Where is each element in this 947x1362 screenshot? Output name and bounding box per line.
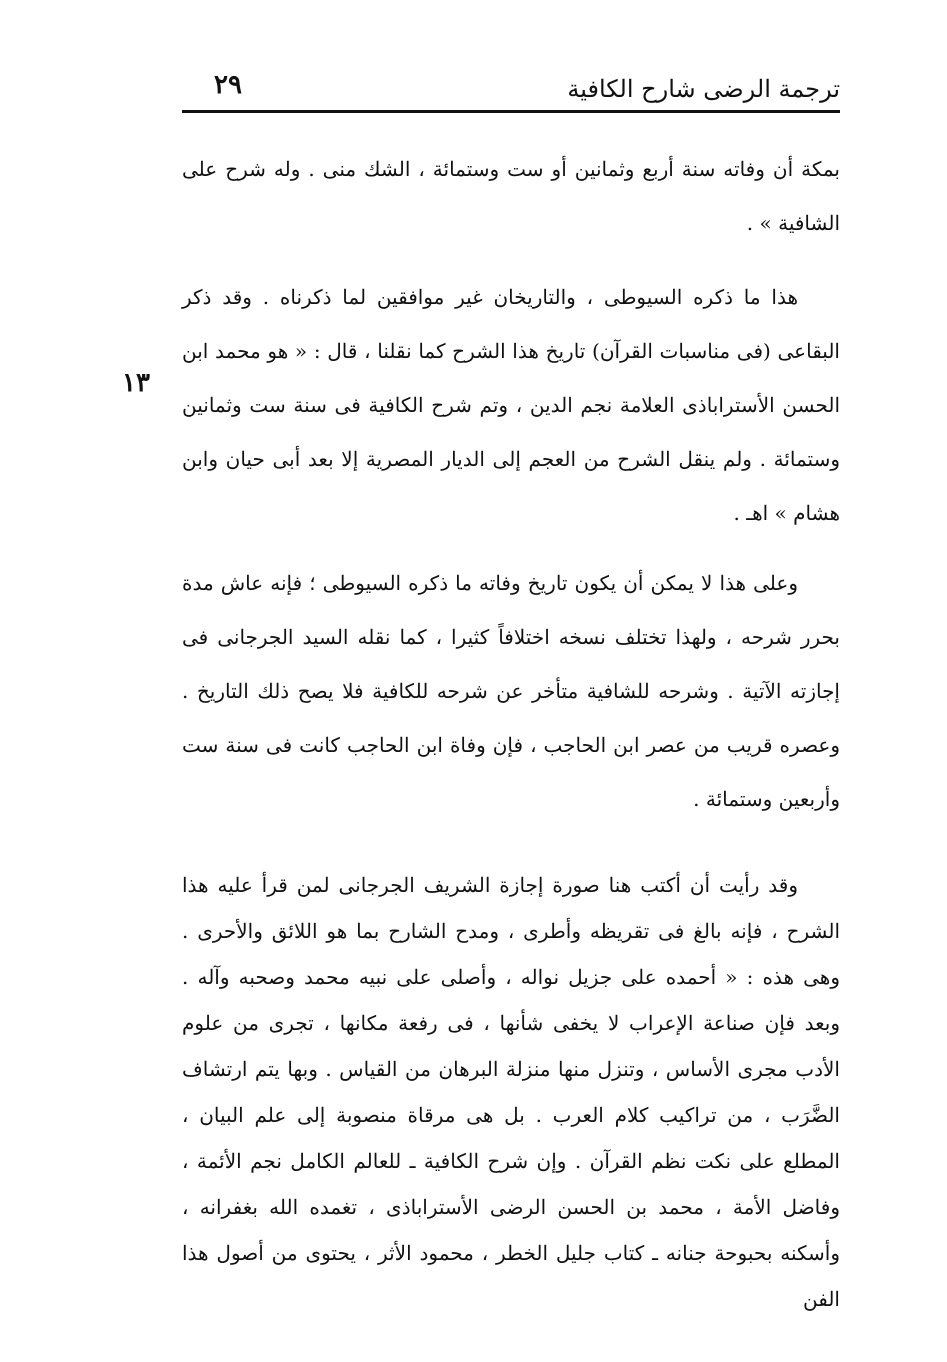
paragraph-3: وعلى هذا لا يمكن أن يكون تاريخ وفاته ما ذكره السيوطى ؛ فإنه عاش مدة بحرر شرحه ، ولهذا تختلف نسخه اختلافاً كثيرا ، كما نقله السيد الجرجانى فى إجازته الآتية . وشرحه للشافية متأخر عن شرحه للكافية فلا يصح ذلك التاريخ . وعصره قريب من عصر ابن الحاجب ، فإن وفاة ابن الحاجب كانت فى سنة ست وأربعين وستمائة . (182, 571, 840, 811)
running-head (182, 66, 840, 106)
paragraph-1: بمكة أن وفاته سنة أربع وثمانين أو ست وستمائة ، الشك منى . وله شرح على الشافية » . (182, 157, 840, 235)
paragraph-2: هذا ما ذكره السيوطى ، والتاريخان غير موافقين لما ذكرناه . وقد ذكر البقاعى (فى مناسبات القرآن) تاريخ هذا الشرح كما نقلنا ، قال : « هو محمد ابن الحسن الأستراباذى العلامة نجم الدين ، وتم شرح الكافية فى سنة ست وثمانين وستمائة . ولم ينقل الشرح من العجم إلى الديار المصرية إلا بعد أبى حيان وابن هشام » اهـ . (182, 285, 840, 525)
paragraph-4: وقد رأيت أن أكتب هنا صورة إجازة الشريف الجرجانى لمن قرأ عليه هذا الشرح ، فإنه بالغ فى تقريظه وأطرى ، ومدح الشارح بما هو اللائق والأحرى . وهى هذه : « أحمده على جزيل نواله ، وأصلى على نبيه محمد وصحبه وآله . وبعد فإن صناعة الإعراب لا يخفى شأنها ، فى رفعة مكانها ، تجرى من علوم الأدب مجرى الأساس ، وتنزل منها منزلة البرهان من القياس . وبها يتم ارتشاف الضَّرَب ، من تراكيب كلام العرب . بل هى مرقاة منصوبة إلى علم البيان ، المطلع على نكت نظم القرآن . وإن شرح الكافية ـ للعالم الكامل نجم الأئمة ، وفاضل الأمة ، محمد بن الحسن الرضى الأستراباذى ، تغمده الله بغفرانه ، وأسكنه بحبوحة جنانه ـ كتاب جليل الخطر ، محمود الأثر ، يحتوى من أصول هذا الفن (182, 873, 840, 1311)
header-rule (182, 110, 840, 113)
body-text (182, 142, 840, 1322)
running-head-title: ترجمة الرضى شارح الكافية (567, 75, 840, 103)
margin-line-number: ١٣ (122, 368, 150, 398)
page-number: ٢٩ (214, 70, 242, 100)
